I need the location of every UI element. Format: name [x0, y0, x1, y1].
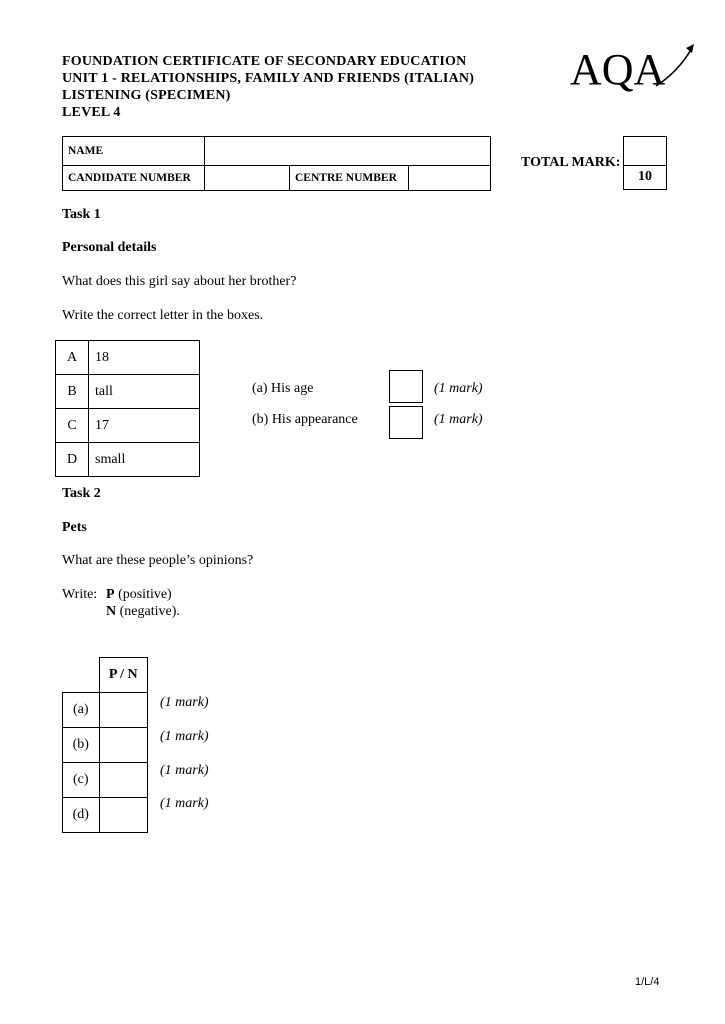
table-row [63, 728, 148, 763]
header-level: LEVEL 4 [62, 105, 121, 120]
option-text: small [89, 443, 200, 477]
task1-subtitle: Personal details [62, 240, 157, 255]
candidate-number-label: CANDIDATE NUMBER [63, 166, 205, 191]
aqa-logo-text: AQA [570, 45, 666, 92]
name-label: NAME [63, 137, 205, 166]
task1-question: What does this girl say about her brother? [62, 274, 297, 289]
total-mark-label: TOTAL MARK: [521, 155, 621, 170]
positive-letter: P [106, 587, 115, 602]
negative-letter: N [106, 604, 117, 619]
centre-number-field[interactable] [409, 166, 491, 191]
task2-title: Task 2 [62, 486, 101, 501]
positive-text: (positive) [118, 587, 172, 602]
option-text: 18 [89, 341, 200, 375]
total-mark-box [623, 136, 667, 190]
option-letter: A [56, 341, 89, 375]
answer-cell-c[interactable] [99, 763, 148, 798]
header-unit: UNIT 1 - RELATIONSHIPS, FAMILY AND FRIENDS (ITALIAN) [62, 71, 475, 86]
option-row [56, 409, 200, 443]
row-c-mark: (1 mark) [160, 763, 209, 778]
answer-cell-a[interactable] [99, 693, 148, 728]
row-label: (a) [63, 693, 100, 728]
page-code: 1/L/4 [635, 976, 660, 988]
centre-number-label: CENTRE NUMBER [290, 166, 409, 191]
row-label: (d) [63, 798, 100, 833]
header-paper: LISTENING (SPECIMEN) [62, 88, 231, 103]
aqa-logo [568, 42, 698, 92]
answer-cell-d[interactable] [99, 798, 148, 833]
question-a-mark: (1 mark) [434, 381, 483, 396]
table-row [63, 763, 148, 798]
option-text: tall [89, 375, 200, 409]
task1-title: Task 1 [62, 207, 101, 222]
option-row [56, 443, 200, 477]
row-b-mark: (1 mark) [160, 729, 209, 744]
option-letter: B [56, 375, 89, 409]
task1-options-table [55, 340, 200, 477]
option-letter: C [56, 409, 89, 443]
question-b-label: (b) His appearance [252, 412, 358, 427]
option-letter: D [56, 443, 89, 477]
option-row [56, 341, 200, 375]
name-field[interactable] [205, 137, 491, 166]
option-row [56, 375, 200, 409]
positive-key [106, 587, 172, 603]
answer-box-b[interactable] [389, 406, 423, 439]
negative-text: (negative). [119, 604, 180, 619]
task1-instruction: Write the correct letter in the boxes. [62, 308, 264, 323]
question-a-label: (a) His age [252, 381, 314, 396]
total-mark-value: 10 [638, 169, 652, 184]
question-b-mark: (1 mark) [434, 412, 483, 427]
answer-cell-b[interactable] [99, 728, 148, 763]
candidate-info-table [62, 136, 491, 191]
task2-subtitle: Pets [62, 520, 87, 535]
pn-column-header: P / N [99, 658, 148, 693]
row-a-mark: (1 mark) [160, 695, 209, 710]
negative-key [106, 604, 180, 620]
header-title: FOUNDATION CERTIFICATE OF SECONDARY EDUCATION [62, 54, 467, 69]
row-label: (c) [63, 763, 100, 798]
candidate-number-field[interactable] [205, 166, 290, 191]
task2-question: What are these people’s opinions? [62, 553, 254, 568]
task2-answer-table [62, 657, 148, 833]
answer-box-a[interactable] [389, 370, 423, 403]
row-label: (b) [63, 728, 100, 763]
option-text: 17 [89, 409, 200, 443]
row-d-mark: (1 mark) [160, 796, 209, 811]
table-row [63, 693, 148, 728]
write-label: Write: [62, 587, 98, 602]
table-row [63, 798, 148, 833]
